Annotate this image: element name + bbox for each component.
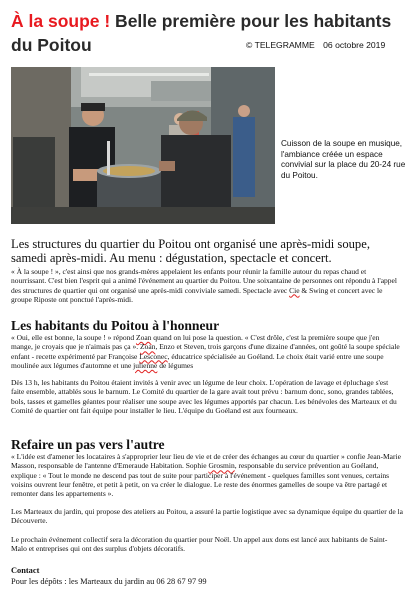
headline-title: Belle première pour les habitants du Poitou: [11, 11, 392, 55]
s1p1-text-5: de légumes: [157, 360, 194, 370]
intro-text-1: « À la soupe ! », c'est ainsi que nos grands-mères appelaient les enfants pour réunir la famille autour du repas chaud et nourrissant. C'est bien l'esprit qui a animé l'événement au quartier du Poitou. Une soixantaine de personnes ont répondu à l'appel des structures de quartier qui ont organisé une après-midi conviviale samedi. Spectacle avec: [11, 267, 397, 295]
s1p1-name-2: Zoan: [140, 342, 156, 352]
s1p1-name-3: Lesconec: [139, 351, 168, 361]
s2p1-text-2: , responsable du service prévention au Goéland, explique : « Tout le monde ne descend pas tout de suite pour participer à l'événement - quelques familles sont venues, certains voisins ouvrent leur fenêtre, et petit à petit, on va créer le dialogue. Le reste des énormes gamelles de soupe va être partagé et remonter dans les appartements ».: [11, 461, 390, 499]
section2-paragraph-2: Les Marteaux du jardin, qui propose des ateliers au Poitou, a assuré la partie logistique avec sa dynamique équipe du quartier de la Découverte.: [11, 507, 403, 526]
s2p1-name-1: Grosmin: [208, 461, 235, 471]
s1p1-text-3: , Enzo et Steven, trois garçons d'une dizaine d'années, ont goûté la soupe spéciale enfant - recette expérimenté par Françoise: [11, 342, 400, 361]
s1p1-text-1: « Oui, elle est bonne, la soupe ! » répond: [11, 333, 136, 342]
source-publisher: © TELEGRAMME: [246, 40, 315, 50]
article-photo: [11, 67, 275, 224]
headline-kicker: À la soupe !: [11, 11, 111, 31]
section2-paragraph-3: Le prochain événement collectif sera la décoration du quartier pour Noël. Un appel aux dons est lancé aux habitants de Saint-Malo et entreprises qui ont des surplus d'objets décoratifs.: [11, 535, 388, 554]
s1p1-text-4: , éducatrice spécialisée au Goéland. Le choix était varié entre une soupe moulinée aux légumes d'automne et une: [11, 351, 384, 370]
article-source: [246, 40, 391, 50]
photo-caption: Cuisson de la soupe en musique, l'ambiance créée un espace convivial sur la place du 20-24 rue du Poitou.: [281, 139, 406, 180]
section-heading-1: Les habitants du Poitou à l'honneur: [11, 318, 220, 333]
intro-cie: Cie: [289, 285, 300, 295]
article-lead: Les structures du quartier du Poitou ont organisé une après-midi soupe, samedi après-midi. Au menu : dégustation, spectacle et concert.: [11, 237, 370, 266]
contact-heading: Contact: [11, 566, 40, 575]
s2p1-text-1: « L'idée est d'amener les locataires à s'approprier leur lieu de vie et de créer des échanges au cœur du quartier » confie Jean-Marie Masson, responsable de l'antenne d'Emeraude Habitation. Sophie: [11, 452, 401, 471]
section1-paragraph-2: Dès 13 h, les habitants du Poitou étaient invités à venir avec un légume de leur choix. L'opération de lavage et épluchage s'est faite ensemble, attablés sous le barnum. Le Comité du quartier de la gare avait tout prévu : barnum donc, sono, grandes tablées, bols, tasses et gamelles géantes pour réaliser une soupe avec les légumes apportés par chacun. Les bénévoles des Marteaux et du Comité de quartier ont fait équipe pour installer le lieu. L'équipe du Goéland est aux fourneaux.: [11, 378, 397, 415]
s1p1-name-4: julienne: [133, 360, 158, 370]
section1-paragraph-1: [11, 333, 403, 370]
source-date: 06 octobre 2019: [323, 40, 386, 50]
s1p1-text-2: quand on lui pose la question. « C'est drôle, c'est la première soupe que j'en mange, je croyais que je n'aimais pas ça ».: [11, 333, 380, 352]
section2-paragraph-1: [11, 452, 403, 498]
soup-cooking-photo: [11, 67, 275, 224]
intro-text-2: & Swing et concert avec le groupe Riposte ont ponctué l'après-midi.: [11, 285, 383, 304]
section-heading-2: Refaire un pas vers l'autre: [11, 437, 165, 452]
s1p1-name-1: Zoan: [135, 333, 152, 342]
intro-paragraph: [11, 267, 403, 304]
contact-line: Pour les dépôts : les Marteaux du jardin au 06 28 67 97 99: [11, 577, 207, 586]
